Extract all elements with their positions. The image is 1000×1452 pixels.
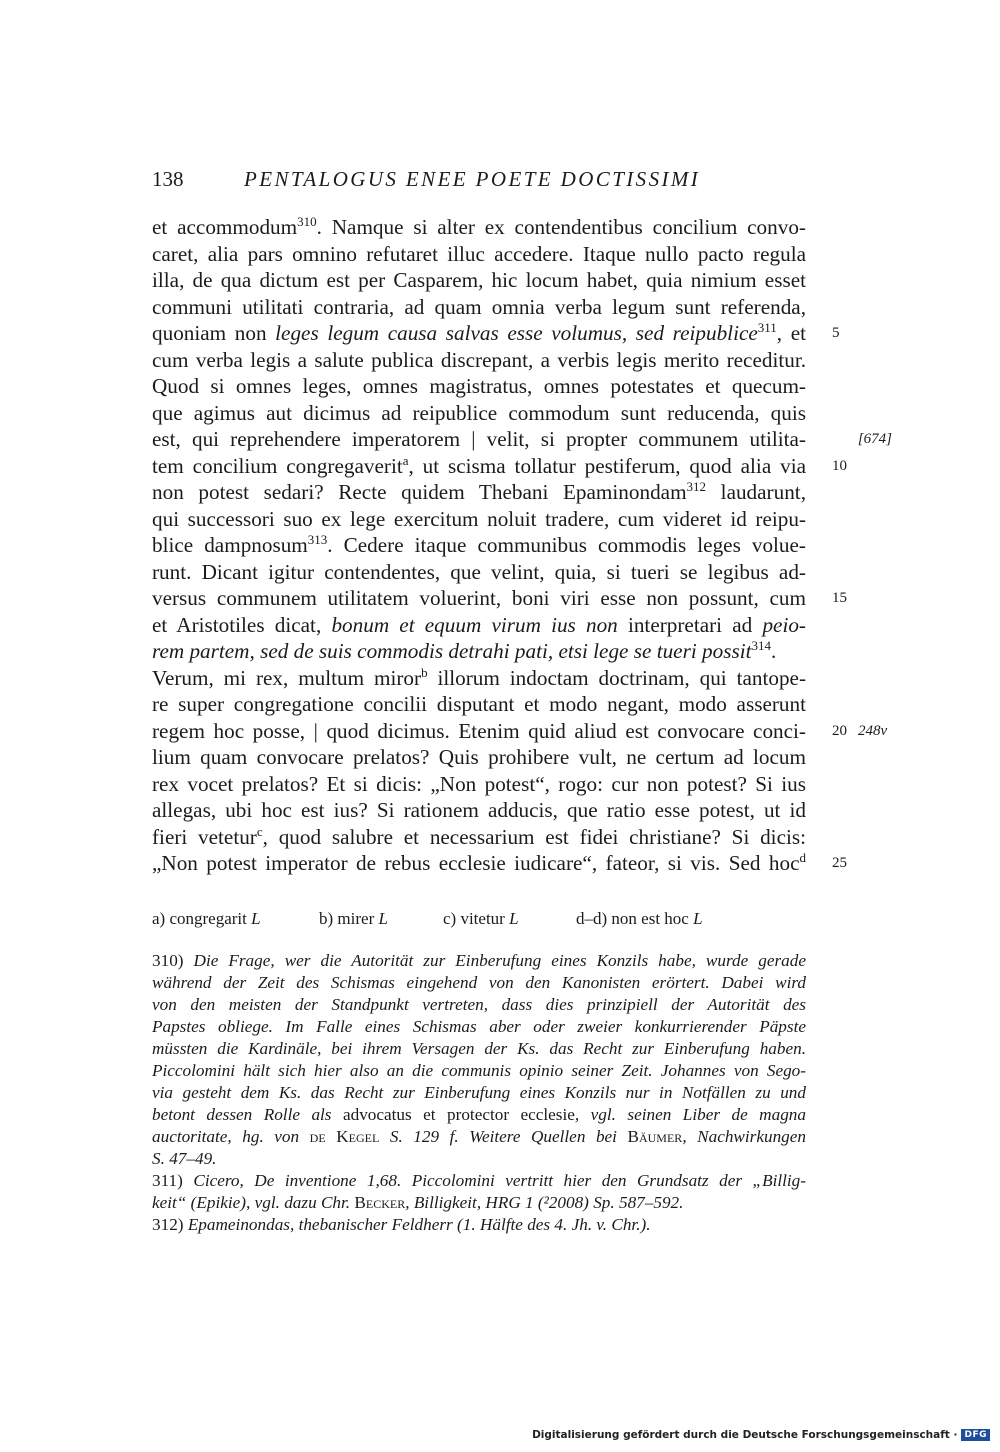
- footnote-line: keit“ (Epikie), vgl. dazu Chr. Becker, Billigkeit, HRG 1 (²2008) Sp. 587–592.: [152, 1193, 684, 1212]
- text-line-9: [152, 426, 892, 453]
- variant-ref[interactable]: b: [421, 664, 428, 680]
- line-number: 20: [832, 722, 847, 739]
- credit-text: Digitalisierung gefördert durch die Deutsche Forschungsgemeinschaft ·: [532, 1429, 958, 1441]
- folio-marker: [674]: [857, 431, 892, 447]
- text-line-2: caret, alia pars omnino refutaret illuc accedere. Itaque nullo pacto regula: [152, 241, 806, 266]
- footnote-ref[interactable]: 312: [686, 479, 707, 494]
- text-line-20: [152, 718, 888, 745]
- text-line-7: Quod si omnes leges, omnes magistratus, omnes potestates et quecum-: [152, 374, 806, 398]
- footnote-ref[interactable]: 310: [297, 214, 317, 229]
- running-title: PENTALOGUS ENEE POETE DOCTISSIMI: [244, 167, 701, 191]
- variant-ref[interactable]: a: [402, 452, 409, 468]
- text-line-15-body: versus communem utilitatem voluerint, boni viri esse non possunt, cum: [152, 586, 806, 610]
- apparatus-entry: a) congregarit L: [152, 909, 261, 928]
- footnote-310: 310) Die Frage, wer die Autorität zur Einberufung eines Konzils habe, wurde gerade: [152, 951, 806, 970]
- text-line-17: rem partem, sed de suis commodis detrahi pati, etsi lege se tueri possit$^{314}$.: [152, 638, 777, 663]
- text-line-25-body: „Non potest imperator de rebus ecclesie iudicare“, fateor, si vis. Sed hoc$^d$: [152, 850, 806, 875]
- apparatus-entry: d–d) non est hoc L: [576, 909, 703, 928]
- text-line-10: [152, 452, 847, 480]
- footnote-line: via gesteht dem Ks. das Recht zur Einberufung eines Konzils nur in Notfällen zu und: [152, 1083, 806, 1102]
- footnote-ref[interactable]: 311: [757, 320, 777, 335]
- text-line-5: [152, 320, 840, 347]
- footnotes: [152, 950, 806, 1236]
- text-line-18: Verum, mi rex, multum miror$^b$ illorum indoctam doctrinam, qui tantope-: [152, 664, 806, 690]
- footnote-311: 311) Cicero, De inventione 1,68. Piccolomini vertritt hier den Grundsatz der „Billig-: [152, 1171, 806, 1190]
- footnote-line: Piccolomini hält sich hier also an die communis opinio seiner Zeit. Johannes von Sego-: [152, 1061, 806, 1080]
- text-line-22: rex vocet prelatos? Et si dicis: „Non potest“, rogo: cur non potest? Si ius: [152, 771, 806, 796]
- text-line-6: cum verba legis a salute publica discrepant, a verbis legis merito receditur.: [152, 347, 806, 372]
- text-line-10-body: tem concilium congregaverit$^a$, ut scisma tollatur pestiferum, quod alia via: [152, 452, 806, 478]
- text-line-1: et accommodum$^{310}$. Namque si alter ex contendentibus concilium convo-: [152, 214, 806, 239]
- footnote-line: S. 47–49.: [152, 1149, 217, 1168]
- text-line-14: runt. Dicant igitur contendentes, que velint, quia, si tueri se legibus ad-: [152, 559, 806, 584]
- apparatus-entry: c) vitetur L: [443, 909, 519, 928]
- text-line-11: non potest sedari? Recte quidem Thebani Epaminondam$^{312}$ laudarunt,: [152, 479, 806, 504]
- footnote-line: müssten die Kardinäle, bei ihrem Versagen der Ks. das Recht zur Einberufung haben.: [152, 1039, 806, 1058]
- line-number: 5: [832, 325, 840, 341]
- text-line-23: allegas, ubi hoc est ius? Si rationem adducis, que ratio esse potest, ut id: [152, 798, 806, 822]
- footnote-line: von den meisten der Standpunkt vertreten, dass dies prinzipiell der Autorität des: [152, 995, 806, 1014]
- critical-apparatus: [152, 907, 806, 931]
- folio-marker: 248v: [858, 722, 888, 739]
- footnote-line: Papstes obliege. Im Falle eines Schismas aber oder zweier konkurrierender Päpste: [152, 1017, 806, 1036]
- digitization-credit: [532, 1424, 990, 1446]
- text-line-19: re super congregatione concilii disputant et modo negant, modo asserunt: [152, 692, 806, 716]
- variant-ref[interactable]: c: [256, 823, 263, 839]
- page-number: 138: [152, 167, 184, 191]
- footnote-ref[interactable]: 314: [751, 638, 771, 653]
- text-line-20-body: regem hoc posse, | quod dicimus. Etenim quid aliud est convocare conci-: [152, 718, 806, 743]
- line-number: 15: [832, 590, 847, 606]
- text-line-5-body: quoniam non leges legum causa salvas esse volumus, sed reipublice$^{311}$, et: [152, 320, 807, 345]
- text-line-4: communi utilitati contraria, ad quam omnia verba legum sunt referenda,: [152, 294, 806, 319]
- text-line-3: illa, de qua dictum est per Casparem, hic locum habet, quia nimium esset: [152, 268, 806, 292]
- text-line-12: qui successori suo ex lege exercitum noluit tradere, cum videret id reipu-: [152, 506, 806, 531]
- text-line-9-body: est, qui reprehendere imperatorem | velit, si propter communem utilita-: [152, 427, 806, 451]
- text-line-15: [152, 585, 847, 612]
- text-line-16: et Aristotiles dicat, bonum et equum virum ius non interpretari ad peio-: [152, 612, 806, 637]
- footnote-line: während der Zeit des Schismas eingehend von den Kanonisten erörtert. Dabei wird: [152, 973, 806, 992]
- text-line-21: lium quam convocare prelatos? Quis prohibere vult, ne certum ad locum: [152, 745, 806, 769]
- text-line-13: blice dampnosum$^{313}$. Cedere itaque communibus commodis leges volue-: [152, 532, 806, 557]
- footnote-312: 312) Epameinondas, thebanischer Feldherr (1. Hälfte des 4. Jh. v. Chr.).: [152, 1215, 651, 1234]
- text-line-25: [152, 850, 847, 877]
- line-number: 10: [832, 457, 847, 474]
- footnote-line: betont dessen Rolle als advocatus et protector ecclesie, vgl. seinen Liber de magna: [152, 1105, 806, 1124]
- footnote-line: auctoritate, hg. von de Kegel S. 129 f. Weitere Quellen bei Bäumer, Nachwirkungen: [152, 1127, 806, 1146]
- line-number: 25: [832, 855, 847, 871]
- apparatus-entry: b) mirer L: [319, 909, 388, 928]
- text-line-24: fieri vetetur$^c$, quod salubre et necessarium est fidei christiane? Si dicis:: [152, 823, 806, 849]
- main-text: [152, 214, 892, 877]
- page-header: [152, 164, 812, 194]
- dfg-logo: DFG: [961, 1429, 990, 1441]
- variant-ref[interactable]: d: [799, 850, 806, 865]
- text-line-8: que agimus aut dicimus ad reipublice commodum sunt reducenda, quis: [152, 400, 806, 425]
- footnote-ref[interactable]: 313: [307, 532, 328, 547]
